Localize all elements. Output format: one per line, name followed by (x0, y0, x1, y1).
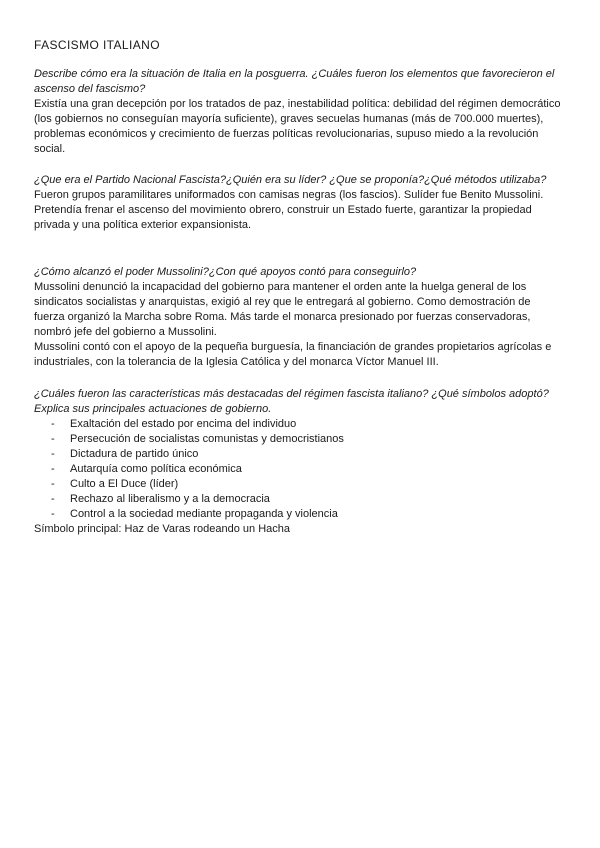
section-2-answer: Fueron grupos paramilitares uniformados con camisas negras (los fascios). Sulíder fue Benito Mussolini. Pretendía frenar el ascenso del movimiento obrero, construir un Estado fuerte, garantizar la propiedad privada y una política exterior expansionista. (34, 189, 544, 231)
document-title: FASCISMO ITALIANO (34, 38, 160, 52)
list-item: - Rechazo al liberalismo y a la democracia (34, 492, 564, 507)
list-item: - Autarquía como política económica (34, 462, 564, 477)
section-1-answer: Existía una gran decepción por los tratados de paz, inestabilidad política: debilidad del régimen democrático (los gobiernos no conseguían mayoría suficiente), graves secuelas humanas (más de 700.000 muertes), problemas económicos y crecimiento de fuerzas políticas revolucionarias, supuso miedo a la revolución social. (34, 98, 561, 155)
list-item: - Control a la sociedad mediante propaganda y violencia (34, 507, 564, 522)
section-3-answer-2: Mussolini contó con el apoyo de la pequeña burguesía, la financiación de grandes propietarios agrícolas e industriales, con la tolerancia de la Iglesia Católica y del monarca Víctor Manuel III. (34, 341, 552, 368)
section-3 (34, 265, 564, 370)
section-4-closing: Símbolo principal: Haz de Varas rodeando un Hacha (34, 523, 291, 535)
characteristics-list (34, 417, 564, 522)
section-1-question: Describe cómo era la situación de Italia en la posguerra. ¿Cuáles fueron los elementos que favorecieron el ascenso del fascismo? (34, 68, 555, 95)
section-4 (34, 387, 564, 537)
section-4-question: ¿Cuáles fueron las características más destacadas del régimen fascista italiano? ¿Qué símbolos adoptó? Explica sus principales actuaciones de gobierno. (34, 388, 549, 415)
section-2-question: ¿Que era el Partido Nacional Fascista?¿Quién era su líder? ¿Que se proponía?¿Qué métodos utilizaba? (34, 174, 547, 186)
list-item: - Dictadura de partido único (34, 447, 564, 462)
section-3-answer: Mussolini denunció la incapacidad del gobierno para mantener el orden ante la huelga general de los sindicatos socialistas y anarquistas, exigió al rey que le entregará al gobierno. Como demostración de fuerza organizó la Marcha sobre Roma. Más tarde el monarca presionado por fuerzas conservadoras, nombró jefe del gobierno a Mussolini. (34, 281, 531, 338)
section-3-question: ¿Cómo alcanzó el poder Mussolini?¿Con qué apoyos contó para conseguirlo? (34, 266, 417, 278)
section-1 (34, 67, 564, 157)
list-item: - Persecución de socialistas comunistas y democristianos (34, 432, 564, 447)
list-item: - Culto a El Duce (líder) (34, 477, 564, 492)
list-item: - Exaltación del estado por encima del individuo (34, 417, 564, 432)
section-2 (34, 173, 564, 233)
